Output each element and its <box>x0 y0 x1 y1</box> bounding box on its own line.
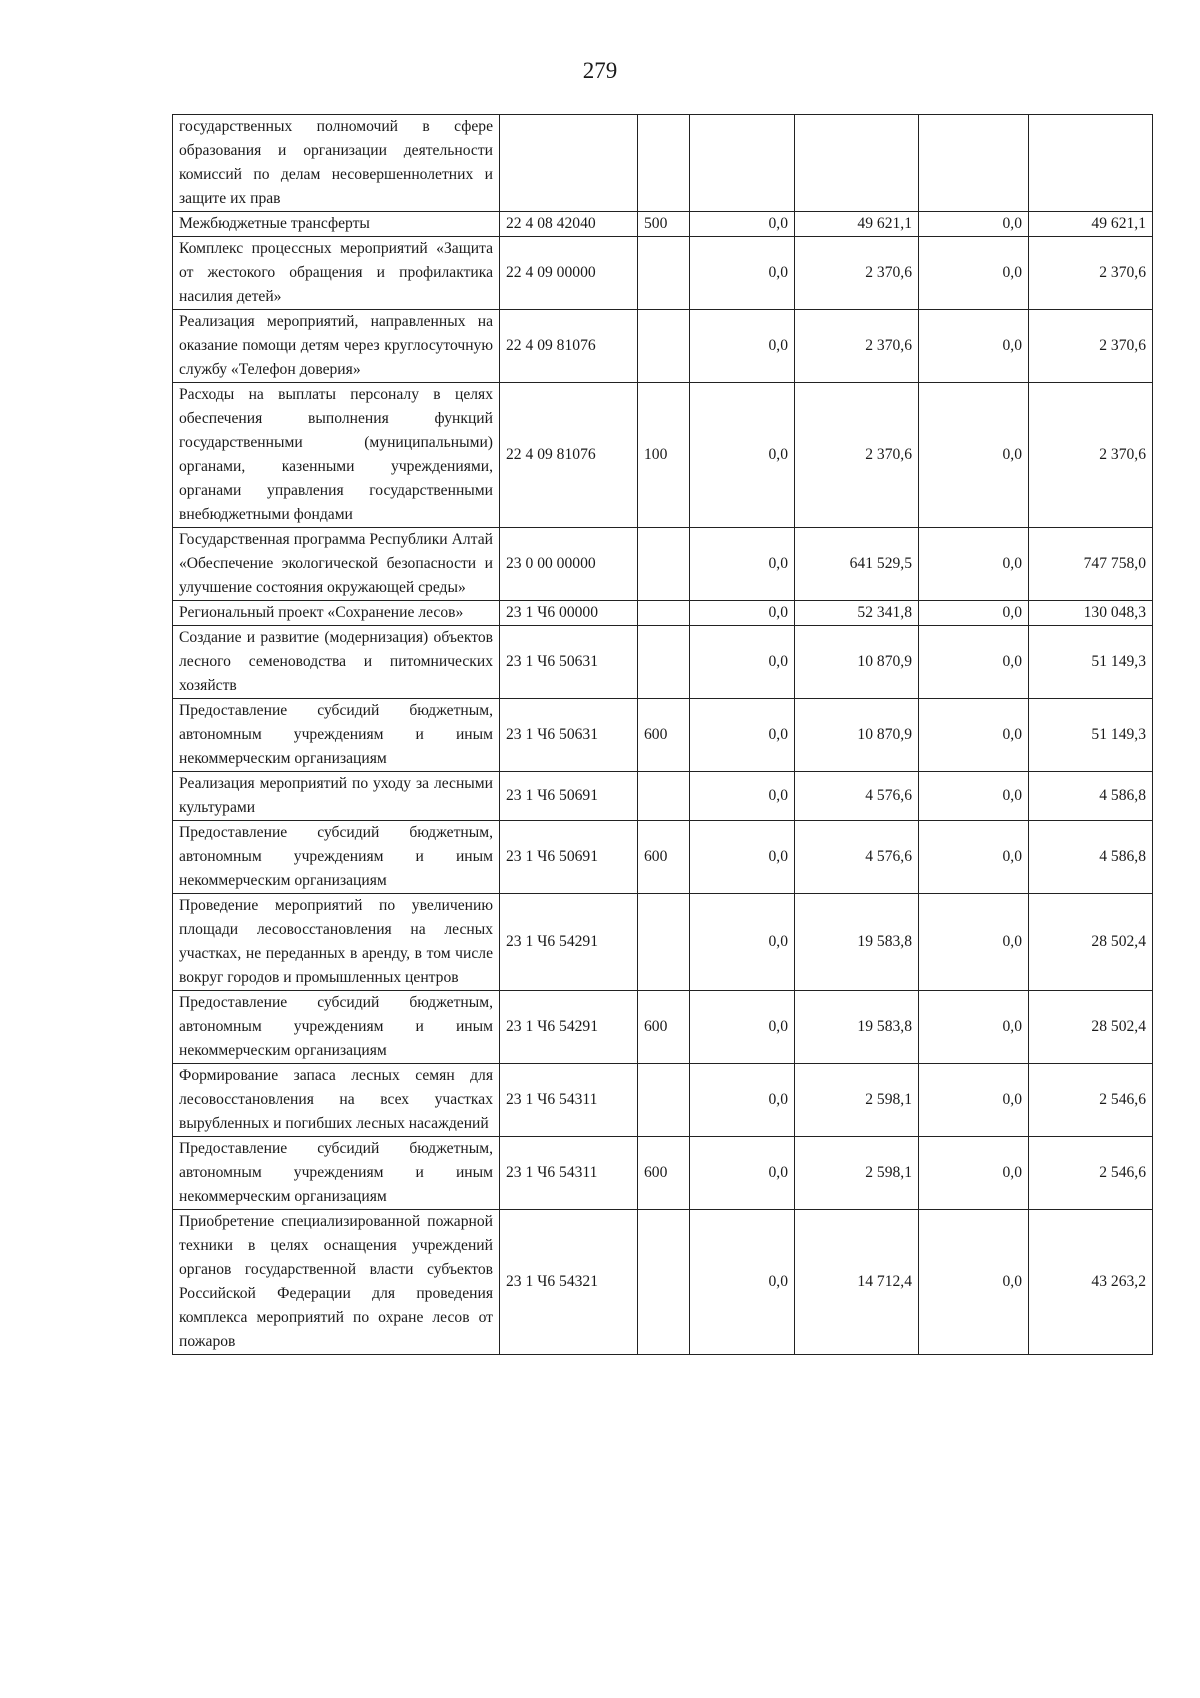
row-name-cell: Реализация мероприятий, направленных на оказание помощи детям через круглосуточную службу «Телефон доверия» <box>173 310 500 383</box>
row-value-4-cell: 2 370,6 <box>1029 237 1153 310</box>
row-value-4-cell: 2 370,6 <box>1029 383 1153 528</box>
row-value-2-cell: 49 621,1 <box>795 212 919 237</box>
row-value-4-cell: 4 586,8 <box>1029 821 1153 894</box>
row-value-3-cell: 0,0 <box>919 1210 1029 1355</box>
row-expense-type-cell <box>638 894 690 991</box>
row-code-cell: 23 1 Ч6 54291 <box>500 894 638 991</box>
row-value-3-cell: 0,0 <box>919 383 1029 528</box>
row-name-cell: Приобретение специализированной пожарной техники в целях оснащения учреждений органов государственной власти субъектов Российской Федерации для проведения комплекса мероприятий по охране лесов от пожаров <box>173 1210 500 1355</box>
row-value-3-cell: 0,0 <box>919 528 1029 601</box>
row-name-cell: Расходы на выплаты персоналу в целях обеспечения выполнения функций государственными (муниципальными) органами, казенными учреждениями, органами управления государственными внебюджетными фондами <box>173 383 500 528</box>
table-row <box>173 383 1153 528</box>
row-value-3-cell: 0,0 <box>919 310 1029 383</box>
row-value-3-cell: 0,0 <box>919 1137 1029 1210</box>
row-code-cell: 23 1 Ч6 00000 <box>500 601 638 626</box>
row-value-1-cell: 0,0 <box>690 772 795 821</box>
row-value-2-cell: 19 583,8 <box>795 991 919 1064</box>
row-value-2-cell: 2 370,6 <box>795 237 919 310</box>
table-row <box>173 601 1153 626</box>
table-row <box>173 991 1153 1064</box>
row-expense-type-cell <box>638 115 690 212</box>
row-value-1-cell: 0,0 <box>690 821 795 894</box>
table-row <box>173 626 1153 699</box>
row-code-cell: 23 1 Ч6 54291 <box>500 991 638 1064</box>
row-expense-type-cell <box>638 772 690 821</box>
table-row <box>173 237 1153 310</box>
row-expense-type-cell <box>638 1210 690 1355</box>
table-row <box>173 115 1153 212</box>
row-expense-type-cell <box>638 528 690 601</box>
row-value-4-cell: 28 502,4 <box>1029 991 1153 1064</box>
row-value-4-cell: 2 546,6 <box>1029 1064 1153 1137</box>
row-name-cell: Реализация мероприятий по уходу за лесными культурами <box>173 772 500 821</box>
row-value-2-cell: 4 576,6 <box>795 772 919 821</box>
row-code-cell: 22 4 09 00000 <box>500 237 638 310</box>
row-value-1-cell: 0,0 <box>690 626 795 699</box>
row-value-1-cell: 0,0 <box>690 601 795 626</box>
row-name-cell: Предоставление субсидий бюджетным, автономным учреждениям и иным некоммерческим организациям <box>173 699 500 772</box>
row-value-1-cell: 0,0 <box>690 212 795 237</box>
row-value-2-cell: 2 598,1 <box>795 1137 919 1210</box>
row-name-cell: Межбюджетные трансферты <box>173 212 500 237</box>
row-value-4-cell: 4 586,8 <box>1029 772 1153 821</box>
row-expense-type-cell: 500 <box>638 212 690 237</box>
row-code-cell: 23 1 Ч6 50691 <box>500 821 638 894</box>
row-value-2-cell <box>795 115 919 212</box>
row-value-3-cell: 0,0 <box>919 894 1029 991</box>
table-row <box>173 1064 1153 1137</box>
row-code-cell: 23 1 Ч6 54311 <box>500 1064 638 1137</box>
row-value-4-cell: 130 048,3 <box>1029 601 1153 626</box>
row-value-2-cell: 4 576,6 <box>795 821 919 894</box>
row-code-cell: 23 1 Ч6 54321 <box>500 1210 638 1355</box>
row-name-cell: Предоставление субсидий бюджетным, автономным учреждениям и иным некоммерческим организациям <box>173 991 500 1064</box>
row-code-cell: 23 1 Ч6 50691 <box>500 772 638 821</box>
row-value-3-cell: 0,0 <box>919 237 1029 310</box>
row-value-2-cell: 10 870,9 <box>795 626 919 699</box>
row-value-3-cell: 0,0 <box>919 772 1029 821</box>
table-row <box>173 528 1153 601</box>
row-value-2-cell: 2 598,1 <box>795 1064 919 1137</box>
row-name-cell: Государственная программа Республики Алтай «Обеспечение экологической безопасности и улучшение состояния окружающей среды» <box>173 528 500 601</box>
row-value-3-cell: 0,0 <box>919 212 1029 237</box>
row-value-1-cell: 0,0 <box>690 1137 795 1210</box>
row-value-4-cell: 2 546,6 <box>1029 1137 1153 1210</box>
row-value-2-cell: 2 370,6 <box>795 383 919 528</box>
row-value-3-cell: 0,0 <box>919 1064 1029 1137</box>
row-value-4-cell: 51 149,3 <box>1029 699 1153 772</box>
row-expense-type-cell: 600 <box>638 991 690 1064</box>
table-row <box>173 821 1153 894</box>
row-value-4-cell <box>1029 115 1153 212</box>
row-name-cell: Комплекс процессных мероприятий «Защита от жестокого обращения и профилактика насилия детей» <box>173 237 500 310</box>
row-value-1-cell: 0,0 <box>690 991 795 1064</box>
row-value-1-cell: 0,0 <box>690 1210 795 1355</box>
table-row <box>173 772 1153 821</box>
row-name-cell: Региональный проект «Сохранение лесов» <box>173 601 500 626</box>
row-value-3-cell: 0,0 <box>919 991 1029 1064</box>
row-value-2-cell: 52 341,8 <box>795 601 919 626</box>
row-value-1-cell: 0,0 <box>690 1064 795 1137</box>
row-expense-type-cell <box>638 601 690 626</box>
row-name-cell: Проведение мероприятий по увеличению площади лесовосстановления на лесных участках, не переданных в аренду, в том числе вокруг городов и промышленных центров <box>173 894 500 991</box>
row-value-4-cell: 43 263,2 <box>1029 1210 1153 1355</box>
row-value-2-cell: 641 529,5 <box>795 528 919 601</box>
row-value-1-cell: 0,0 <box>690 383 795 528</box>
row-value-4-cell: 49 621,1 <box>1029 212 1153 237</box>
row-name-cell: Создание и развитие (модернизация) объектов лесного семеноводства и питомнических хозяйств <box>173 626 500 699</box>
row-code-cell: 22 4 09 81076 <box>500 383 638 528</box>
table-row <box>173 1210 1153 1355</box>
table-row <box>173 699 1153 772</box>
row-value-1-cell: 0,0 <box>690 237 795 310</box>
row-value-3-cell: 0,0 <box>919 601 1029 626</box>
row-value-3-cell: 0,0 <box>919 821 1029 894</box>
row-value-4-cell: 28 502,4 <box>1029 894 1153 991</box>
row-value-2-cell: 14 712,4 <box>795 1210 919 1355</box>
row-value-1-cell: 0,0 <box>690 310 795 383</box>
row-code-cell: 22 4 08 42040 <box>500 212 638 237</box>
row-code-cell <box>500 115 638 212</box>
row-expense-type-cell: 100 <box>638 383 690 528</box>
row-name-cell: Формирование запаса лесных семян для лесовосстановления на всех участках вырубленных и погибших лесных насаждений <box>173 1064 500 1137</box>
row-code-cell: 23 1 Ч6 50631 <box>500 699 638 772</box>
row-value-4-cell: 51 149,3 <box>1029 626 1153 699</box>
row-code-cell: 23 0 00 00000 <box>500 528 638 601</box>
row-value-1-cell: 0,0 <box>690 894 795 991</box>
row-value-1-cell: 0,0 <box>690 699 795 772</box>
row-expense-type-cell <box>638 310 690 383</box>
row-value-2-cell: 2 370,6 <box>795 310 919 383</box>
row-value-4-cell: 2 370,6 <box>1029 310 1153 383</box>
row-name-cell: государственных полномочий в сфере образования и организации деятельности комиссий по делам несовершеннолетних и защите их прав <box>173 115 500 212</box>
row-value-3-cell: 0,0 <box>919 699 1029 772</box>
row-expense-type-cell <box>638 626 690 699</box>
table-row <box>173 310 1153 383</box>
row-value-2-cell: 10 870,9 <box>795 699 919 772</box>
budget-table-body <box>173 115 1153 1355</box>
page-number: 279 <box>582 58 618 83</box>
row-expense-type-cell: 600 <box>638 821 690 894</box>
row-value-3-cell <box>919 115 1029 212</box>
row-value-1-cell: 0,0 <box>690 528 795 601</box>
row-expense-type-cell <box>638 237 690 310</box>
table-row <box>173 894 1153 991</box>
table-row <box>173 212 1153 237</box>
row-expense-type-cell: 600 <box>638 1137 690 1210</box>
row-code-cell: 23 1 Ч6 50631 <box>500 626 638 699</box>
budget-table <box>172 114 1153 1355</box>
row-value-3-cell: 0,0 <box>919 626 1029 699</box>
row-code-cell: 22 4 09 81076 <box>500 310 638 383</box>
row-value-2-cell: 19 583,8 <box>795 894 919 991</box>
table-row <box>173 1137 1153 1210</box>
row-code-cell: 23 1 Ч6 54311 <box>500 1137 638 1210</box>
row-name-cell: Предоставление субсидий бюджетным, автономным учреждениям и иным некоммерческим организациям <box>173 1137 500 1210</box>
row-value-1-cell <box>690 115 795 212</box>
row-expense-type-cell <box>638 1064 690 1137</box>
row-value-4-cell: 747 758,0 <box>1029 528 1153 601</box>
row-name-cell: Предоставление субсидий бюджетным, автономным учреждениям и иным некоммерческим организациям <box>173 821 500 894</box>
row-expense-type-cell: 600 <box>638 699 690 772</box>
